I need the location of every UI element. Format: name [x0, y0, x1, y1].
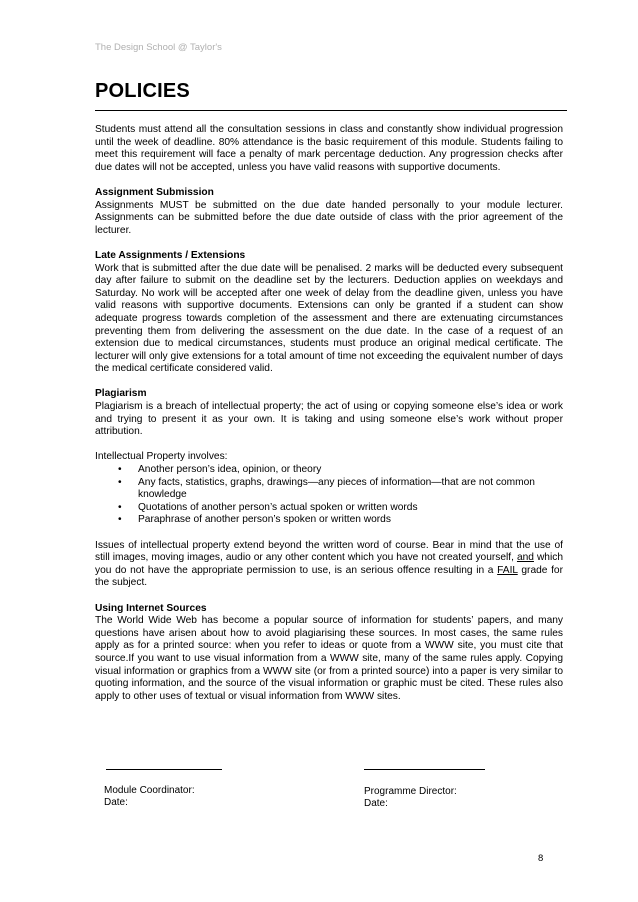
list-item: • Any facts, statistics, graphs, drawings—any pieces of information—that are not common knowledge [138, 477, 563, 502]
programme-director-signature-line [364, 769, 485, 770]
late-heading: Late Assignments / Extensions [95, 249, 246, 261]
plagiarism-heading: Plagiarism [95, 388, 147, 400]
ip-list [95, 464, 563, 527]
assignment-heading: Assignment Submission [95, 186, 214, 198]
internet-paragraph: The World Wide Web has become a popular source of information for students’ papers, and many questions have arisen about how to avoid plagiarising these sources. In most cases, the same rules apply as for a printed source: when you refer to ideas or quote from a WWW site, you must cite that source.If you want to use visual information from a WWW site, many of the same rules apply. Copying visual information or graphics from a WWW site (or from a printed source) into a paper is very similar to quoting information, and the source of the visual information or graphic must be cited. These rules also apply to other uses of textual or visual information from WWW sites. [95, 615, 563, 702]
late-paragraph: Work that is submitted after the due date will be penalised. 2 marks will be deducted every subsequent day after failure to submit on the deadline set by the lecturers. Deduction applies on weekdays and Saturday. No work will be accepted after one week of delay from the deadline given, unless you have valid reasons with supportive documents. Extensions can only be granted if a student can show adequate progress towards completion of the assessment and there are extenuating circumstances preventing them from delivering the assessment on the due date. In the case of a request of an extension due to medical circumstances, students must produce an original medical certificate. The lecturer will only give extensions for a total amount of time not exceeding the equivalent number of days the medical certificate considered valid. [95, 262, 563, 375]
internet-heading: Using Internet Sources [95, 602, 207, 614]
list-item: • Paraphrase of another person’s spoken or written words [138, 514, 563, 527]
issues-fail: FAIL [497, 564, 518, 576]
page-title: POLICIES [95, 80, 190, 102]
list-item: • Quotations of another person’s actual spoken or written words [138, 502, 563, 515]
running-header: The Design School @ Taylor's [95, 42, 222, 53]
programme-director-date: Date: [364, 798, 388, 809]
assignment-paragraph: Assignments MUST be submitted on the due date handed personally to your module lecturer. Assignments can be submitted before the due date outside of class with the prior agreement of the lecturer. [95, 199, 563, 236]
issues-text-1: Issues of intellectual property extend beyond the written word of course. Bear in mind that the use of still images, moving images, audio or any other content which you have not created yourself, [95, 539, 563, 564]
module-coordinator-date: Date: [104, 797, 128, 808]
issues-paragraph [95, 540, 563, 590]
module-coordinator-label: Module Coordinator: [104, 785, 195, 796]
issues-and: and [516, 552, 534, 564]
list-item: • Another person’s idea, opinion, or theory [138, 464, 563, 477]
ip-intro: Intellectual Property involves: [95, 451, 228, 463]
module-coordinator-signature-line [106, 769, 222, 770]
intro-paragraph: Students must attend all the consultation sessions in class and constantly show individual progression until the week of deadline. 80% attendance is the basic requirement of this module. Students failing to meet this requirement will face a penalty of mark percentage deduction. Any progression checks after due dates will not be accepted, unless you have valid reasons with supportive documents. [95, 124, 563, 173]
issues-text-3: grade for the subject. [95, 564, 563, 589]
plagiarism-paragraph: Plagiarism is a breach of intellectual property; the act of using or copying someone else’s idea or work and trying to present it as your own. It is taking and using someone else’s work without proper attribution. [95, 401, 563, 438]
page-number: 8 [538, 853, 544, 864]
programme-director-label: Programme Director: [364, 786, 457, 797]
policies-body [95, 124, 563, 703]
title-divider [95, 110, 567, 111]
issues-text-2: which you do not have the appropriate permission to use, is an serious offence resulting in a [95, 552, 563, 576]
